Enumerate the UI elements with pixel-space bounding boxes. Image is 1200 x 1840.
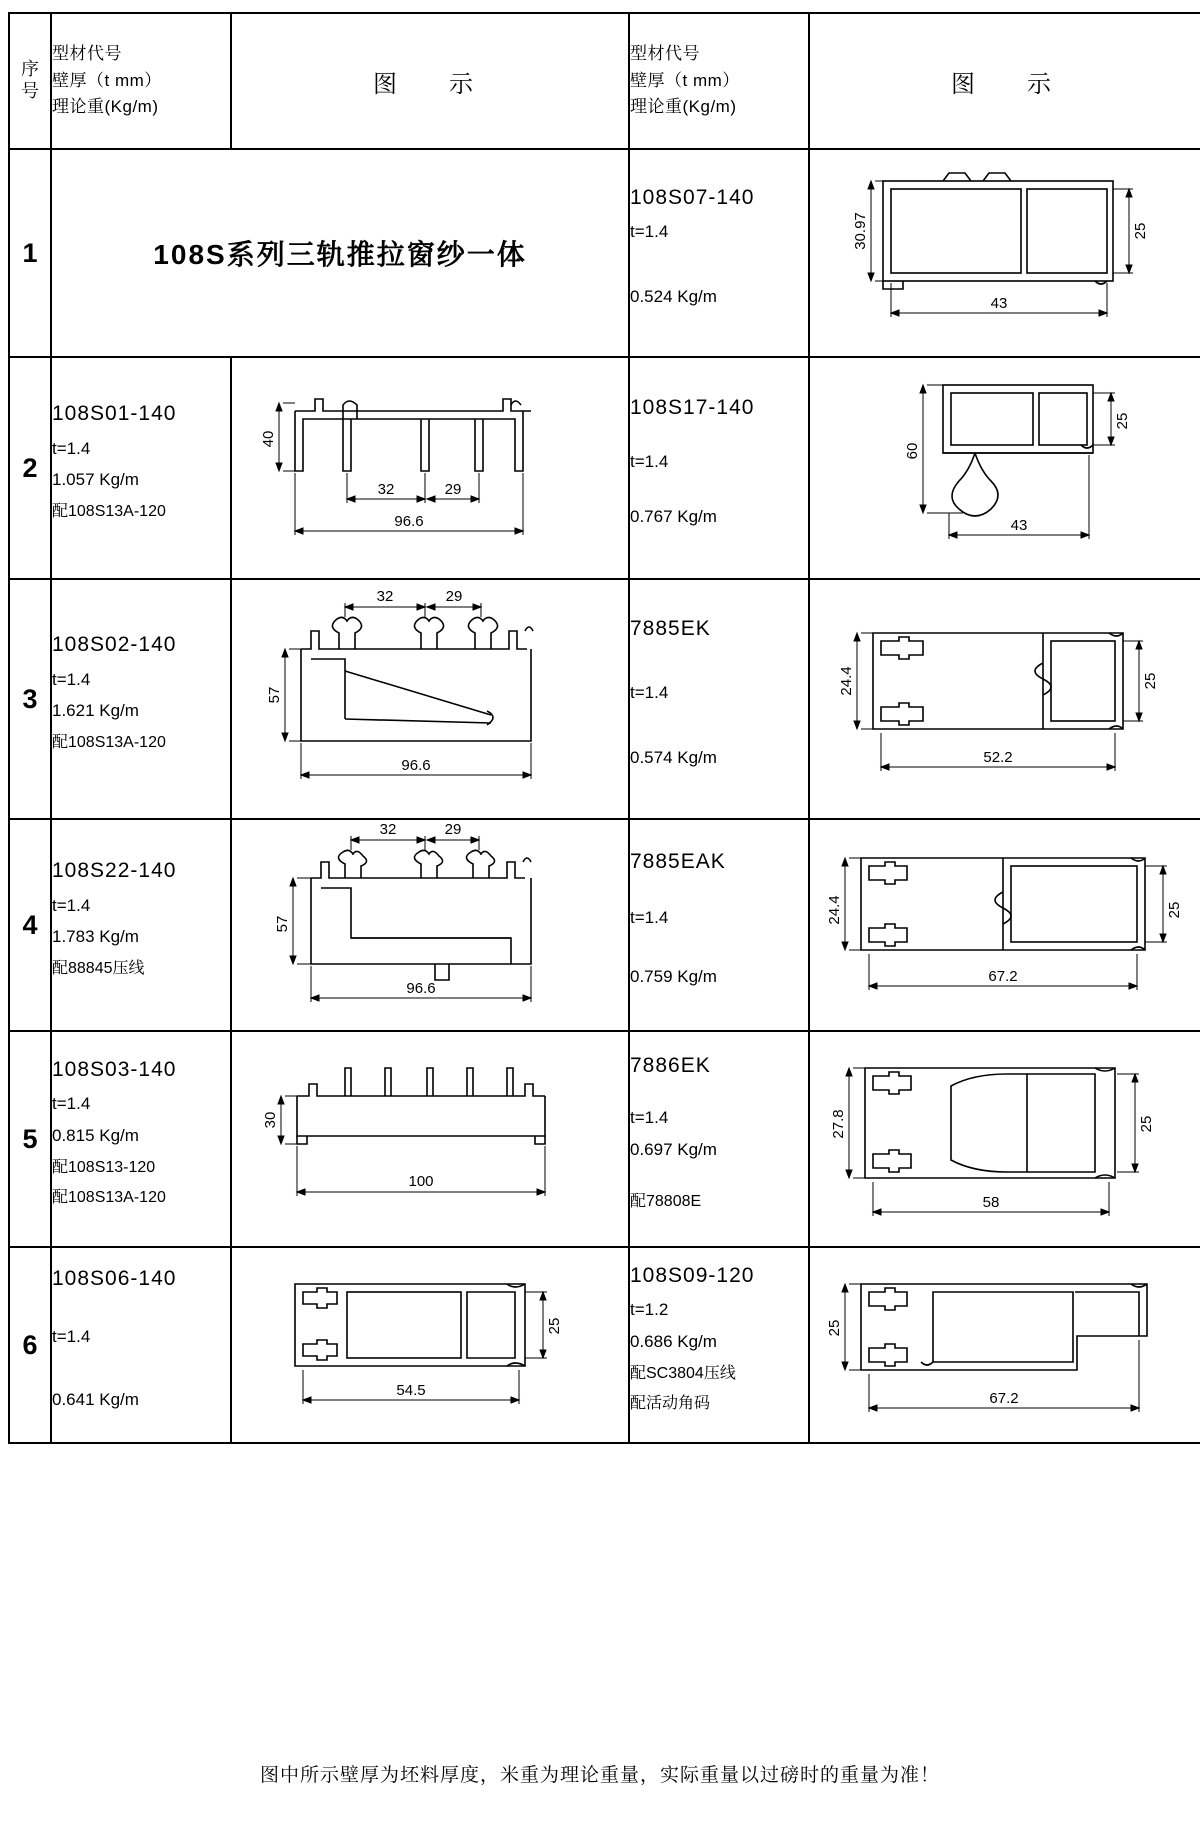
profile-thickness: t=1.4 (52, 438, 91, 458)
profile-code-cell (51, 1247, 231, 1443)
profile-figure-cell (809, 819, 1200, 1031)
profile-figure-cell (809, 149, 1200, 357)
profile-weight: 0.697 Kg/m (630, 1139, 717, 1159)
profile-code-cell (629, 1247, 809, 1443)
dim-height: 57 (266, 686, 283, 704)
profile-figure-cell (231, 1031, 629, 1247)
header-code-left (51, 13, 231, 149)
profile-thickness: t=1.4 (630, 1108, 669, 1128)
profile-weight: 0.574 Kg/m (630, 748, 717, 768)
row-index: 2 (9, 357, 51, 579)
table-row (9, 1031, 1200, 1247)
table-row (9, 357, 1200, 579)
profile-figure-cell (231, 357, 629, 579)
profile-code-cell (629, 149, 809, 357)
row-index: 1 (9, 149, 51, 357)
figure-108s01-140 (232, 363, 628, 573)
profile-extra: 配78808E (630, 1193, 702, 1211)
dim-seg2: 29 (444, 481, 462, 498)
dim-width: 67.2 (989, 1390, 1019, 1407)
profile-code: 108S06-140 (52, 1267, 177, 1291)
dim-width: 43 (990, 295, 1008, 312)
dim-height: 24.4 (826, 895, 843, 925)
profile-code: 7886EK (630, 1053, 711, 1077)
profile-weight: 0.686 Kg/m (630, 1331, 717, 1351)
profile-extra: 配108S13A-120 (52, 502, 166, 520)
table-header-row (9, 13, 1200, 149)
figure-108s22-140 (232, 822, 628, 1028)
dim-height: 60 (904, 442, 921, 460)
table-row (9, 579, 1200, 819)
dim-right-height: 25 (1132, 222, 1149, 240)
header-index-line1: 序 (21, 59, 39, 80)
profile-code: 108S07-140 (630, 186, 755, 210)
row-index: 3 (9, 579, 51, 819)
profile-code: 108S02-140 (52, 633, 177, 657)
profile-code-cell (51, 357, 231, 579)
profile-code: 108S01-140 (52, 402, 177, 426)
figure-7885eak (810, 822, 1200, 1028)
profile-thickness: t=1.2 (630, 1300, 669, 1320)
profile-thickness: t=1.4 (630, 452, 669, 472)
profile-thickness: t=1.4 (630, 222, 669, 242)
profile-code: 108S09-120 (630, 1264, 755, 1288)
profile-figure-cell (231, 819, 629, 1031)
profile-weight: 0.767 Kg/m (630, 507, 717, 527)
figure-108s17-140 (810, 363, 1200, 573)
row-index: 5 (9, 1031, 51, 1247)
profile-catalog-sheet (0, 12, 1200, 1840)
dim-width: 54.5 (396, 1382, 426, 1399)
header-code-line3: 理论重(Kg/m) (52, 97, 159, 117)
profile-code-cell (51, 1031, 231, 1247)
dim-height: 40 (260, 430, 277, 448)
row-index: 6 (9, 1247, 51, 1443)
figure-7885ek (810, 583, 1200, 815)
dim-seg2: 29 (444, 822, 462, 838)
profile-extra: 配88845压线 (52, 959, 145, 977)
dim-height: 25 (826, 1319, 843, 1337)
table-row (9, 1247, 1200, 1443)
profile-weight: 0.524 Kg/m (630, 287, 717, 307)
figure-108s03-140 (232, 1034, 628, 1244)
profile-extra-2: 配108S13A-120 (52, 1189, 166, 1207)
series-title: 108S系列三轨推拉窗纱一体 (51, 149, 629, 357)
profile-code: 108S17-140 (630, 396, 755, 420)
header-code-line2: 壁厚（t mm） (630, 70, 740, 90)
profile-figure-cell (809, 579, 1200, 819)
dim-width: 67.2 (988, 968, 1018, 985)
dim-width: 96.6 (394, 513, 424, 530)
profile-weight: 0.641 Kg/m (52, 1390, 139, 1410)
profile-code-cell (629, 819, 809, 1031)
profile-extra: 配108S13A-120 (52, 733, 166, 751)
header-figure-right: 图 示 (809, 13, 1200, 149)
footer-note: 图中所示壁厚为坯料厚度，米重为理论重量，实际重量以过磅时的重量为准！ (259, 1765, 940, 1786)
profile-code-cell (51, 579, 231, 819)
dim-height: 57 (274, 915, 291, 933)
table-row (9, 819, 1200, 1031)
profile-figure-cell (231, 1247, 629, 1443)
dim-right-height: 25 (1166, 901, 1183, 919)
profile-figure-cell (809, 357, 1200, 579)
profile-thickness: t=1.4 (52, 1094, 91, 1114)
figure-7886ek (810, 1034, 1200, 1244)
dim-width: 96.6 (401, 757, 431, 774)
header-code-line1: 型材代号 (52, 44, 122, 64)
profile-figure-cell (809, 1031, 1200, 1247)
profile-figure-cell (231, 579, 629, 819)
profile-weight: 1.621 Kg/m (52, 701, 139, 721)
header-index (9, 13, 51, 149)
profile-code: 7885EAK (630, 850, 726, 874)
header-code-line2: 壁厚（t mm） (52, 70, 162, 90)
dim-right-height: 25 (546, 1317, 563, 1335)
header-code-line3: 理论重(Kg/m) (630, 97, 737, 117)
profile-thickness: t=1.4 (630, 908, 669, 928)
dim-seg1: 32 (379, 822, 397, 838)
figure-108s07-140 (810, 153, 1200, 353)
figure-108s02-140 (232, 583, 628, 815)
figure-108s06-140 (232, 1250, 628, 1440)
profile-code: 108S03-140 (52, 1058, 177, 1082)
dim-seg2: 29 (445, 588, 463, 605)
profile-figure-cell (809, 1247, 1200, 1443)
profile-extra: 配108S13-120 (52, 1158, 156, 1176)
profile-extra: 配SC3804压线 (630, 1364, 736, 1382)
profile-code-cell (629, 1031, 809, 1247)
profile-thickness: t=1.4 (52, 1327, 91, 1347)
dim-seg1: 32 (377, 481, 395, 498)
dim-height: 30.97 (852, 212, 869, 250)
profile-code: 108S22-140 (52, 859, 177, 883)
dim-right-height: 25 (1114, 412, 1131, 430)
table-row (9, 149, 1200, 357)
dim-width: 58 (982, 1194, 1000, 1211)
dim-width: 52.2 (983, 749, 1013, 766)
header-index-line2: 号 (21, 81, 39, 101)
profile-code-cell (629, 357, 809, 579)
profile-thickness: t=1.4 (52, 669, 91, 689)
row-index: 4 (9, 819, 51, 1031)
dim-width: 96.6 (406, 980, 436, 997)
dim-seg1: 32 (376, 588, 394, 605)
figure-108s09-120 (810, 1250, 1200, 1440)
dim-width: 43 (1010, 517, 1028, 534)
profile-code: 7885EK (630, 617, 711, 641)
dim-right-height: 25 (1138, 1115, 1155, 1133)
dim-height: 27.8 (830, 1109, 847, 1139)
header-code-line1: 型材代号 (630, 44, 700, 64)
profile-code-cell (629, 579, 809, 819)
profile-weight: 0.759 Kg/m (630, 967, 717, 987)
profile-weight: 0.815 Kg/m (52, 1125, 139, 1145)
profile-weight: 1.783 Kg/m (52, 927, 139, 947)
header-code-right (629, 13, 809, 149)
dim-right-height: 25 (1142, 672, 1159, 690)
profile-weight: 1.057 Kg/m (52, 470, 139, 490)
dim-height: 30 (262, 1111, 279, 1129)
header-figure-left: 图 示 (231, 13, 629, 149)
profile-table (8, 12, 1200, 1444)
dim-height: 24.4 (838, 666, 855, 696)
profile-thickness: t=1.4 (52, 895, 91, 915)
dim-width: 100 (408, 1173, 434, 1190)
profile-thickness: t=1.4 (630, 683, 669, 703)
profile-extra-2: 配活动角码 (630, 1395, 711, 1413)
profile-code-cell (51, 819, 231, 1031)
